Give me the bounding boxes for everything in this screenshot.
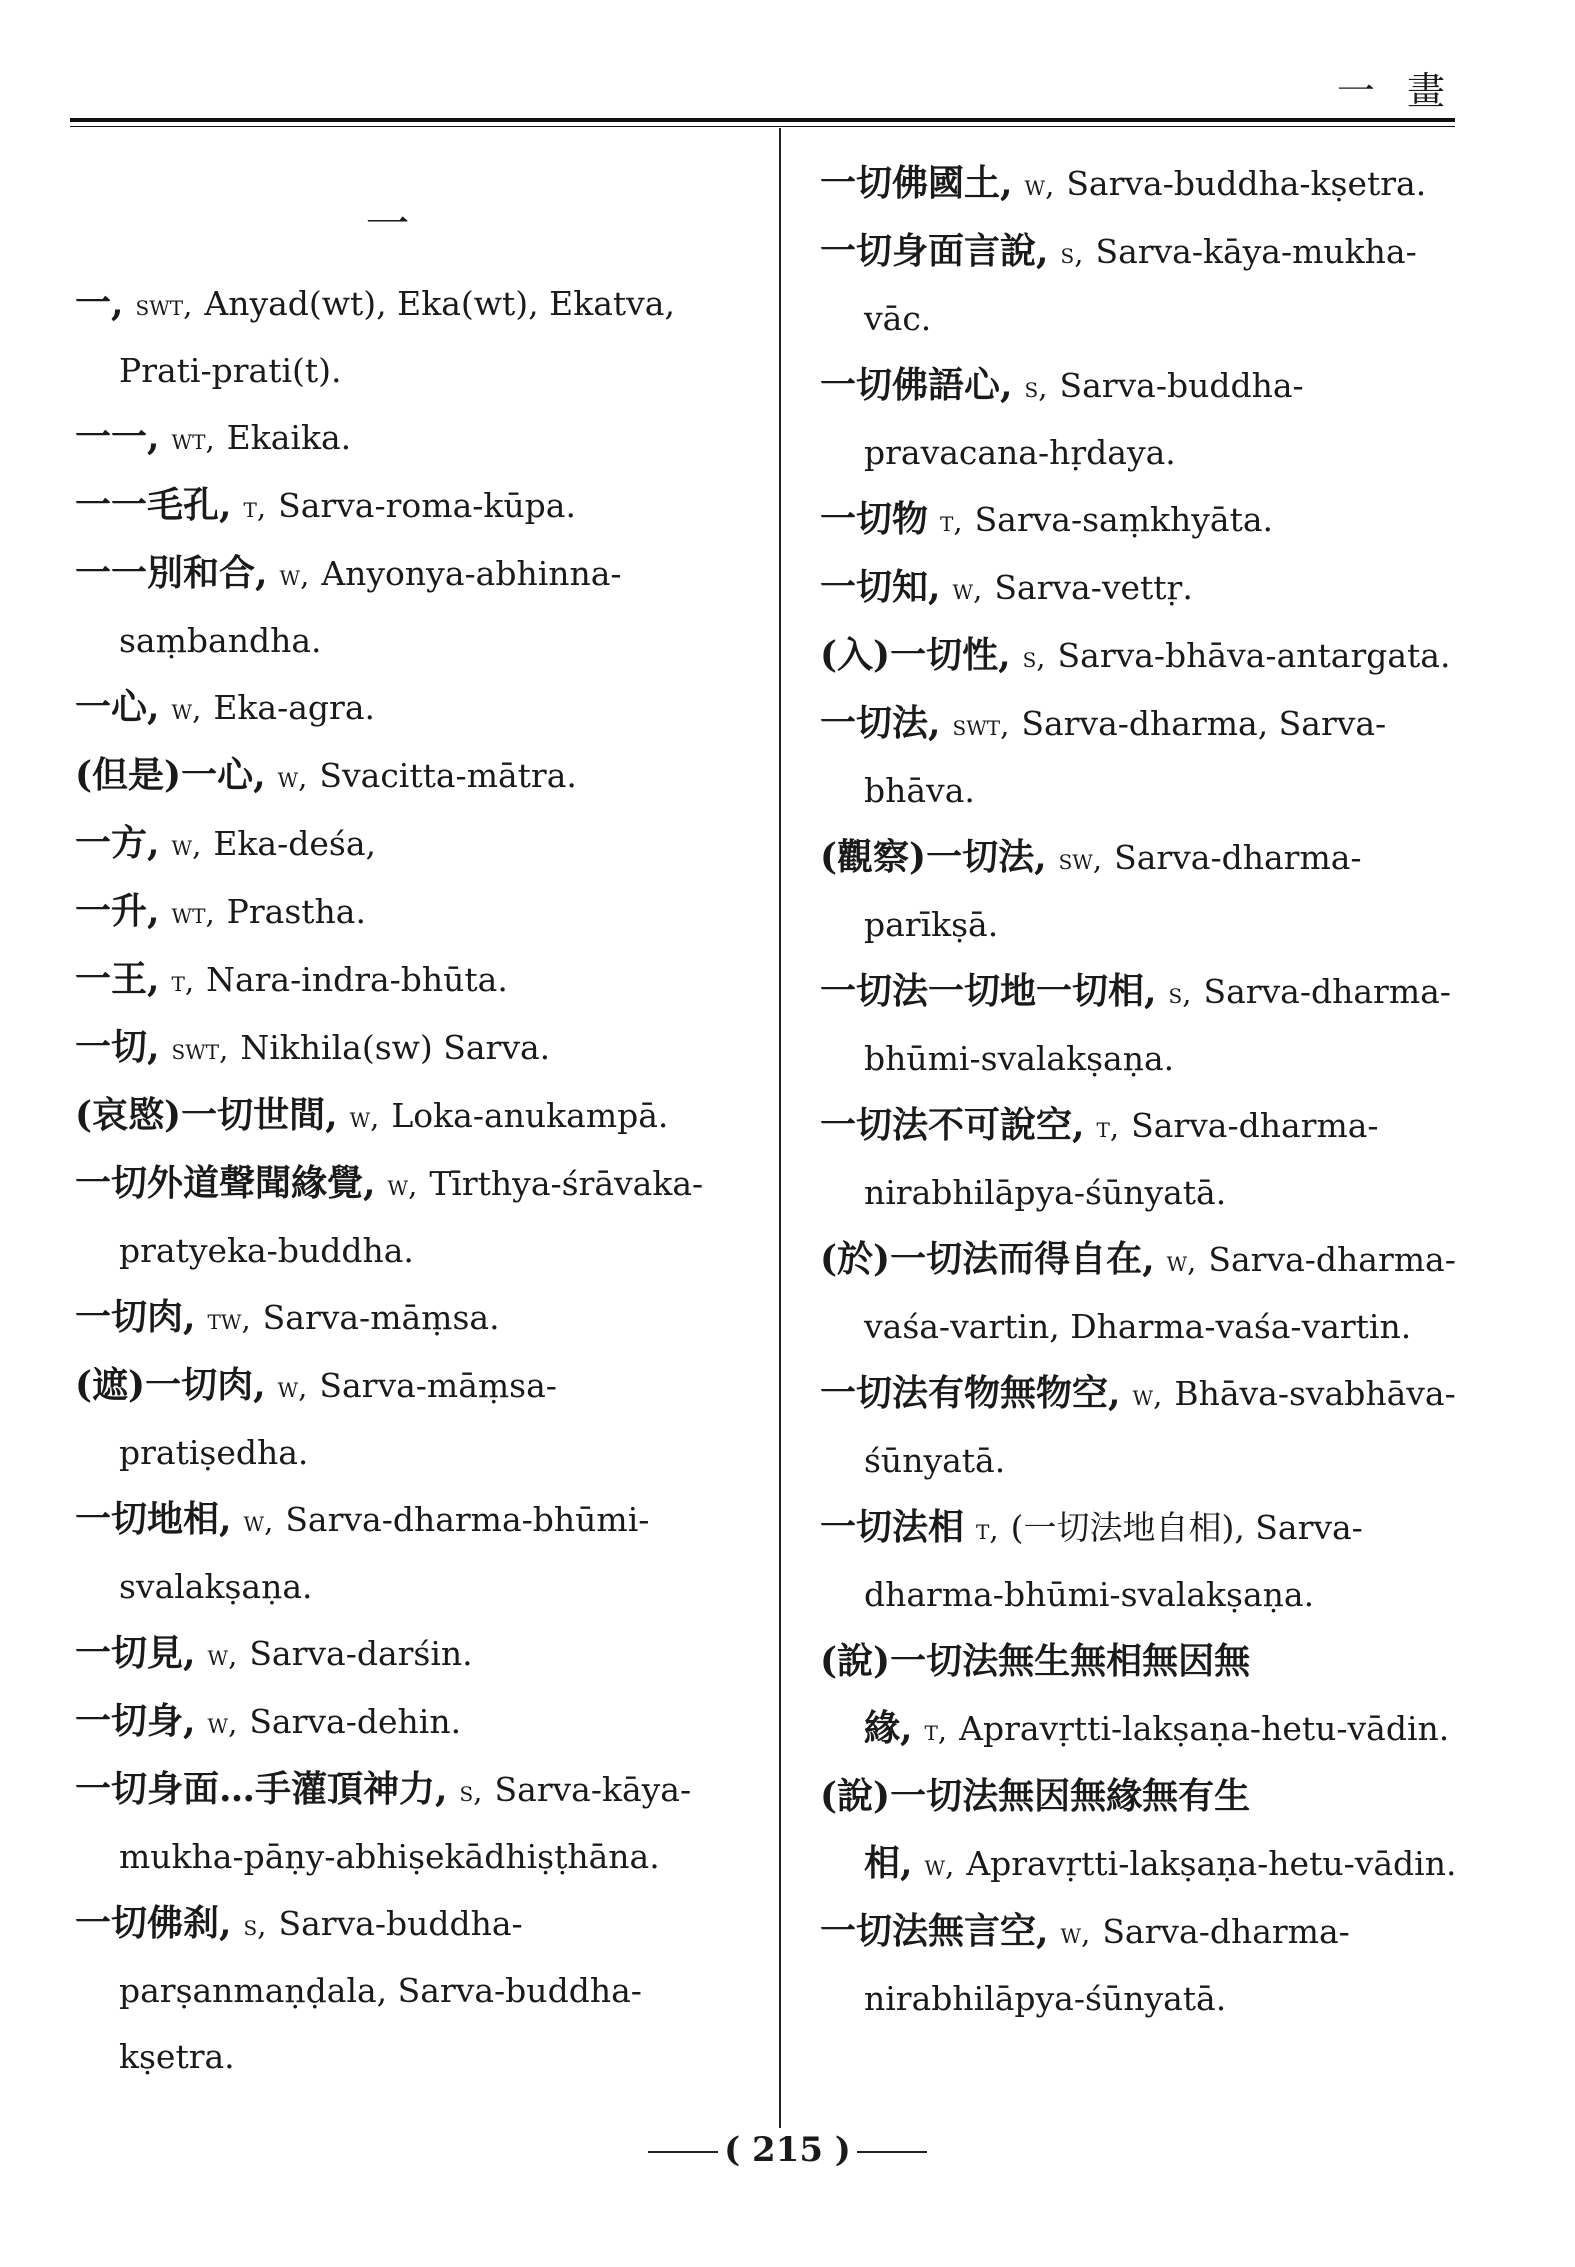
dictionary-entry (820, 1628, 1480, 1763)
entry-source: w, (1132, 1378, 1163, 1412)
dictionary-entry (820, 958, 1480, 1092)
entry-headword: 一切法不可說空, (820, 1104, 1085, 1146)
entry-sanskrit: Sarva-buddha-kṣetra. (1066, 164, 1427, 203)
entry-sanskrit: Eka-deśa, (213, 824, 376, 863)
dictionary-entry (75, 1756, 740, 1890)
page-number (0, 2130, 1575, 2170)
entry-sanskrit: Svacitta-mātra. (319, 756, 577, 795)
entry-source: w, (1166, 1244, 1197, 1278)
entry-source: w, (279, 558, 310, 592)
entry-headword: (入)一切性, (820, 634, 1011, 676)
entry-headword: 一方, (75, 822, 160, 864)
entry-sanskrit: Sarva-dharma-parīkṣā. (864, 838, 1362, 944)
dictionary-entry (75, 742, 740, 810)
dictionary-entry (75, 472, 740, 540)
dictionary-entry (820, 554, 1480, 622)
dictionary-entry (75, 1352, 740, 1486)
dictionary-entry (820, 622, 1480, 690)
dictionary-entry (820, 1763, 1480, 1898)
dictionary-entry (820, 824, 1480, 958)
entry-source: wt, (171, 422, 215, 456)
entry-source: w, (349, 1100, 380, 1134)
entry-headword: 一切法有物無物空, (820, 1372, 1121, 1414)
entry-source: w, (277, 1370, 308, 1404)
entry-source: tw, (207, 1302, 251, 1336)
dictionary-entry (820, 1226, 1480, 1360)
entry-sanskrit: Sarva-vettṛ. (994, 568, 1193, 607)
entry-sanskrit: Sarva-dharma-bhūmi-svalakṣaṇa. (119, 1500, 650, 1606)
dictionary-entry (75, 404, 740, 472)
entry-headword: 一一別和合, (75, 552, 268, 594)
page-number-dash-left (648, 2151, 718, 2153)
entry-sanskrit: Anyad(wt), Eka(wt), Ekatva, Prati-prati(t). (119, 284, 675, 390)
dictionary-entry (820, 1092, 1480, 1226)
entry-sanskrit: Apravṛtti-lakṣaṇa-hetu-vādin. (966, 1844, 1457, 1883)
entry-source: w, (1060, 1916, 1091, 1950)
entry-source: t, (924, 1713, 948, 1747)
entry-source: t, (940, 504, 963, 538)
entry-sanskrit: Sarva-buddha-parṣanmaṇḍala, Sarva-buddha-kṣetra. (119, 1904, 642, 2076)
entry-headword: 一切外道聲聞緣覺, (75, 1162, 376, 1204)
right-column (820, 150, 1480, 2032)
entry-source: s, (1168, 976, 1192, 1010)
entry-source: w, (924, 1848, 955, 1882)
entry-headword: (於)一切法而得自在, (820, 1238, 1155, 1280)
entry-headword: 一切佛國土, (820, 162, 1013, 204)
left-entry-list (75, 270, 740, 2090)
right-entry-list (820, 150, 1480, 2032)
entry-headword: 一切身, (75, 1700, 196, 1742)
entry-source: t, (243, 490, 267, 524)
entry-sanskrit: Ekaika. (226, 418, 352, 457)
entry-sanskrit: Prastha. (226, 892, 366, 931)
entry-headword: 一切物 (820, 498, 929, 540)
entry-headword: (觀察)一切法, (820, 836, 1047, 878)
entry-sanskrit: Sarva-māṃsa-pratiṣedha. (119, 1366, 557, 1472)
entry-headword: (說)一切法無因無緣無有生相, (820, 1775, 1251, 1884)
entry-sanskrit: Sarva-dharma-nirabhilāpya-śūnyatā. (864, 1912, 1350, 2018)
entry-sanskrit: Apravṛtti-lakṣaṇa-hetu-vādin. (959, 1709, 1450, 1748)
dictionary-entry (75, 1150, 740, 1284)
entry-source: w, (952, 572, 983, 606)
entry-source: t, (976, 1512, 999, 1546)
entry-sanskrit: Sarva-dehin. (249, 1702, 462, 1741)
header-rule (70, 118, 1455, 127)
entry-sanskrit: Sarva-buddha-pravacana-hṛdaya. (864, 366, 1304, 472)
entry-sanskrit: Anyonya-abhinna-saṃbandha. (119, 554, 622, 660)
entry-sanskrit: Sarva-darśin. (249, 1634, 473, 1673)
entry-source: wt, (171, 896, 215, 930)
entry-source: w, (277, 760, 308, 794)
entry-source: sw, (1058, 842, 1103, 876)
entry-headword: 一切地相, (75, 1498, 232, 1540)
entry-sanskrit: Eka-agra. (213, 688, 375, 727)
dictionary-entry (75, 1284, 740, 1352)
dictionary-entry (75, 878, 740, 946)
dictionary-entry (75, 1688, 740, 1756)
dictionary-entry (820, 150, 1480, 218)
entry-source: w, (171, 828, 202, 862)
entry-headword: 一切法無言空, (820, 1910, 1049, 1952)
left-column (75, 150, 740, 2090)
entry-source: w, (243, 1504, 274, 1538)
dictionary-entry (820, 1898, 1480, 2032)
entry-headword: 一升, (75, 890, 160, 932)
page-number-dash-right (857, 2151, 927, 2153)
dictionary-entry (75, 810, 740, 878)
entry-source: w, (207, 1638, 238, 1672)
entry-source: s, (1024, 370, 1048, 404)
dictionary-entry (75, 540, 740, 674)
entry-source: swt, (135, 288, 193, 322)
dictionary-entry (820, 1494, 1480, 1628)
entry-headword: 一切佛刹, (75, 1902, 232, 1944)
page-number-text: ( 215 ) (724, 2130, 851, 2170)
entry-sanskrit: Sarva-kāya-mukha-pāṇy-abhiṣekādhiṣṭhāna. (119, 1770, 692, 1876)
dictionary-entry (820, 690, 1480, 824)
entry-sanskrit: Bhāva-svabhāva-śūnyatā. (864, 1374, 1456, 1480)
entry-headword: 一切佛語心, (820, 364, 1013, 406)
entry-headword: (但是)一心, (75, 754, 266, 796)
entry-headword: 一切法, (820, 702, 941, 744)
entry-sanskrit: Nara-indra-bhūta. (206, 960, 508, 999)
entry-sanskrit: Sarva-bhāva-antargata. (1057, 636, 1451, 675)
entry-headword: 一一毛孔, (75, 484, 232, 526)
entry-source: s, (243, 1908, 267, 1942)
entry-headword: 一一, (75, 416, 160, 458)
entry-headword: 一切身面…手灌頂神力, (75, 1768, 448, 1810)
entry-sanskrit: Sarva-saṃkhyāta. (974, 500, 1273, 539)
entry-sanskrit: Sarva-māṃsa. (262, 1298, 500, 1337)
entry-headword: (哀愍)一切世間, (75, 1094, 338, 1136)
column-divider (779, 128, 781, 2128)
entry-sanskrit: Sarva-dharma-bhūmi-svalakṣaṇa. (864, 972, 1451, 1078)
dictionary-entry (75, 270, 740, 404)
entry-headword: (遮)一切肉, (75, 1364, 266, 1406)
entry-headword: 一心, (75, 686, 160, 728)
entry-sanskrit: (一切法地自相), Sarva-dharma-bhūmi-svalakṣaṇa. (864, 1508, 1363, 1614)
dictionary-entry (75, 1486, 740, 1620)
section-heading: 一 (365, 199, 410, 250)
entry-sanskrit: Sarva-dharma-nirabhilāpya-śūnyatā. (864, 1106, 1379, 1212)
dictionary-entry (75, 1620, 740, 1688)
dictionary-entry (820, 218, 1480, 352)
dictionary-entry (75, 674, 740, 742)
entry-sanskrit: Sarva-roma-kūpa. (278, 486, 576, 525)
entry-source: t, (1096, 1110, 1120, 1144)
dictionary-entry (820, 352, 1480, 486)
dictionary-entry (820, 1360, 1480, 1494)
entry-sanskrit: Nikhila(sw) Sarva. (240, 1028, 551, 1067)
entry-headword: 一, (75, 282, 124, 324)
entry-sanskrit: Loka-anukampā. (391, 1096, 669, 1135)
dictionary-entry (75, 1014, 740, 1082)
entry-source: w, (207, 1706, 238, 1740)
dictionary-entry (75, 1890, 740, 2090)
entry-headword: 一切身面言說, (820, 230, 1049, 272)
entry-sanskrit: Sarva-kāya-mukha-vāc. (864, 232, 1417, 338)
entry-source: t, (171, 964, 195, 998)
entry-headword: 一切法一切地一切相, (820, 970, 1157, 1012)
entry-headword: 一切知, (820, 566, 941, 608)
entry-headword: 一切見, (75, 1632, 196, 1674)
entry-source: s, (1060, 236, 1084, 270)
dictionary-entry (75, 946, 740, 1014)
entry-source: w, (1024, 168, 1055, 202)
entry-headword: (說)一切法無生無相無因無緣, (820, 1640, 1251, 1749)
entry-sanskrit: Sarva-dharma, Sarva-bhāva. (864, 704, 1387, 810)
entry-headword: 一王, (75, 958, 160, 1000)
entry-headword: 一切肉, (75, 1296, 196, 1338)
entry-sanskrit: Sarva-dharma-vaśa-vartin, Dharma-vaśa-vartin. (864, 1240, 1456, 1346)
dictionary-entry (820, 486, 1480, 554)
entry-headword: 一切, (75, 1026, 160, 1068)
entry-source: s, (459, 1774, 483, 1808)
entry-headword: 一切法相 (820, 1506, 965, 1548)
dictionary-entry (75, 1082, 740, 1150)
entry-sanskrit: Tīrthya-śrāvaka-pratyeka-buddha. (119, 1164, 704, 1270)
entry-source: s, (1022, 640, 1046, 674)
entry-source: w, (387, 1168, 418, 1202)
entry-source: swt, (952, 708, 1010, 742)
running-header: 一 畫 (1336, 69, 1455, 113)
entry-source: swt, (171, 1032, 229, 1066)
entry-source: w, (171, 692, 202, 726)
